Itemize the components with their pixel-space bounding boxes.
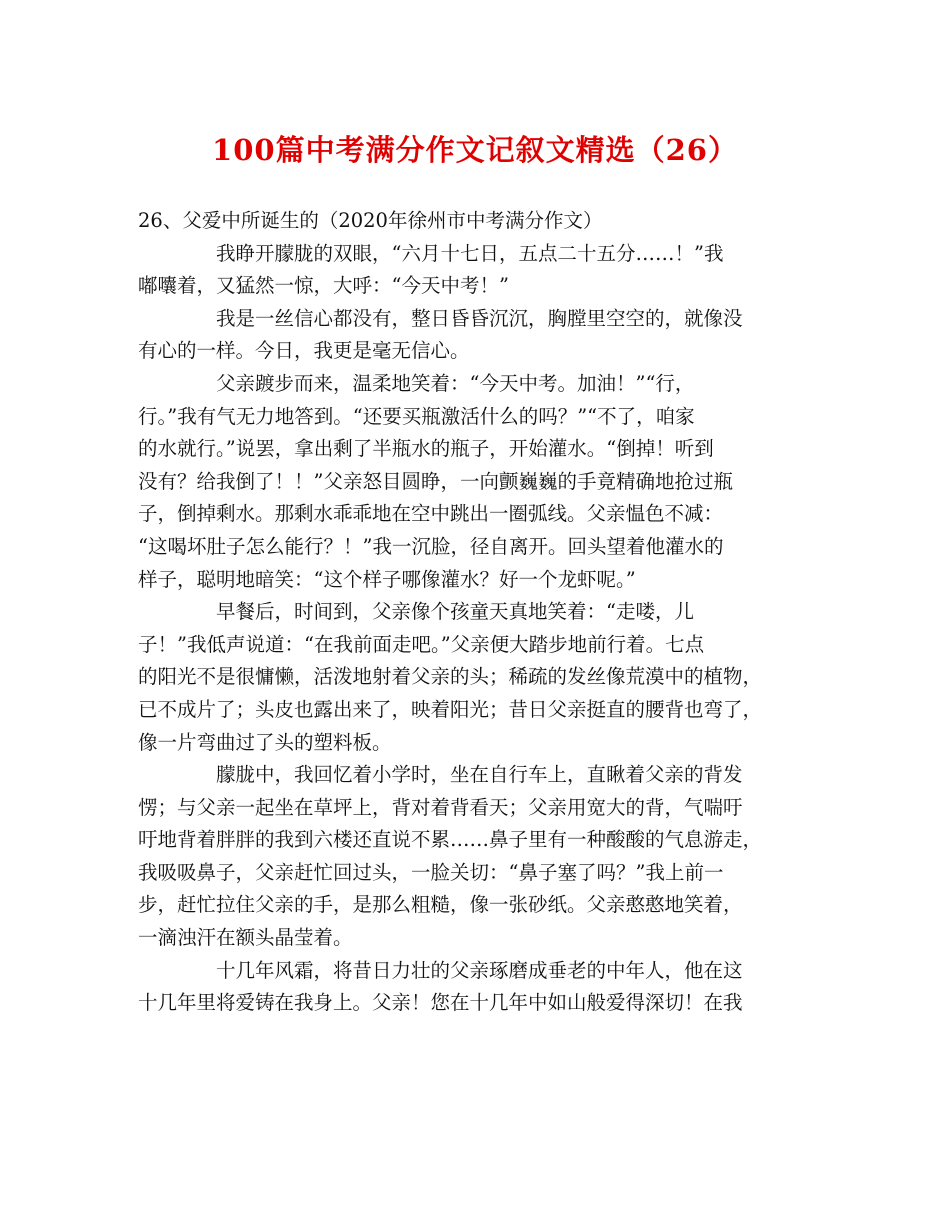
text-line: 有心的一样。今日，我更是毫无信心。 [138,339,470,363]
document-body [138,205,818,1020]
text-line: 吁地背着胖胖的我到六楼还直说不累……鼻子里有一种酸酸的气息游走， [138,828,763,852]
text-line: 行。”我有气无力地答到。“还要买瓶激活什么的吗？”“不了，咱家 [138,404,695,428]
text-line: 样子，聪明地暗笑：“这个样子哪像灌水？好一个龙虾呢。” [138,567,636,591]
document-title: 100篇中考满分作文记叙文精选（26） [212,133,738,167]
text-line: 我是一丝信心都没有，整日昏昏沉沉，胸膛里空空的，就像没 [216,306,743,330]
text-line: 子！”我低声说道：“在我前面走吧。”父亲便大踏步地前行着。七点 [138,632,705,656]
text-line: 嘟囔着，又猛然一惊，大呼：“今天中考！” [138,274,509,298]
text-line: 我睁开朦胧的双眼，“六月十七日，五点二十五分……！”我 [216,241,724,265]
text-line: 步，赶忙拉住父亲的手，是那么粗糙，像一张砂纸。父亲憨憨地笑着， [138,893,743,917]
text-line: 朦胧中，我回忆着小学时，坐在自行车上，直瞅着父亲的背发 [216,763,743,787]
text-line: 父亲踱步而来，温柔地笑着：“今天中考。加油！”“行， [216,371,695,395]
text-line: 一滴浊汗在额头晶莹着。 [138,926,353,950]
text-line: 像一片弯曲过了头的塑料板。 [138,730,392,754]
text-line: 没有？给我倒了！！”父亲怒目圆睁，一向颤巍巍的手竟精确地抢过瓶 [138,469,733,493]
text-line: 的水就行。”说罢，拿出剩了半瓶水的瓶子，开始灌水。“倒掉！听到 [138,437,714,461]
text-line: 十几年里将爱铸在我身上。父亲！您在十几年中如山般爱得深切！在我 [138,991,743,1015]
text-line: 26、父爱中所诞生的（2020年徐州市中考满分作文） [138,209,603,232]
text-line: 十几年风霜，将昔日力壮的父亲琢磨成垂老的中年人，他在这 [216,958,743,982]
text-line: “这喝坏肚子怎么能行？！”我一沉脸，径自离开。回头望着他灌水的 [138,534,724,558]
text-line: 已不成片了；头皮也露出来了，映着阳光；昔日父亲挺直的腰背也弯了， [138,697,763,721]
text-line: 的阳光不是很慵懒，活泼地射着父亲的头；稀疏的发丝像荒漠中的植物， [138,665,763,689]
text-line: 早餐后，时间到，父亲像个孩童天真地笑着：“走喽，儿 [216,600,694,624]
text-line: 我吸吸鼻子，父亲赶忙回过头，一脸关切：“鼻子塞了吗？”我上前一 [138,860,724,884]
text-line: 子，倒掉剩水。那剩水乖乖地在空中跳出一圈弧线。父亲愠色不减： [138,502,724,526]
text-line: 愣；与父亲一起坐在草坪上，背对着背看天；父亲用宽大的背，气喘吁 [138,795,743,819]
